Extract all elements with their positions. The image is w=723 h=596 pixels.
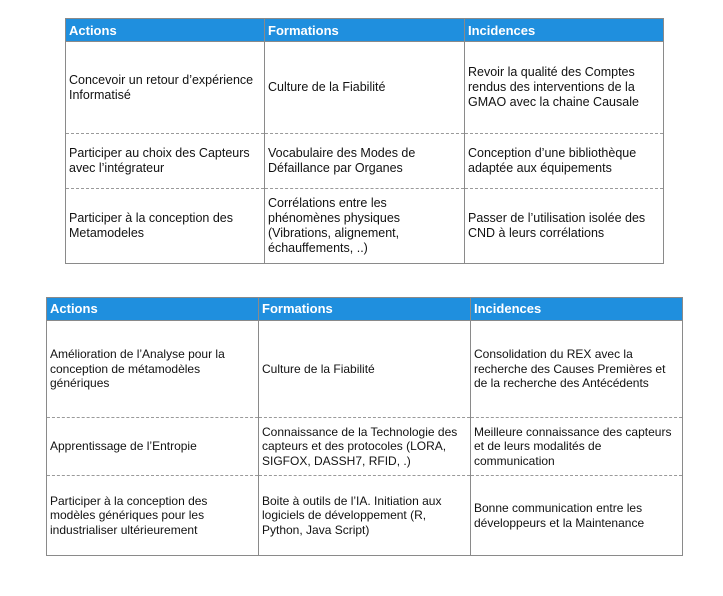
- header-incidences: Incidences: [471, 298, 683, 321]
- table-row: [47, 476, 683, 556]
- table-row: [66, 42, 664, 134]
- table-header-row: [66, 19, 664, 42]
- header-actions: Actions: [47, 298, 259, 321]
- cell-incidence: Revoir la qualité des Comptes rendus des interventions de la GMAO avec la chaine Causale: [465, 42, 664, 134]
- table-top: [65, 18, 664, 264]
- cell-incidence: Passer de l’utilisation isolée des CND à leurs corrélations: [465, 189, 664, 264]
- header-formations: Formations: [259, 298, 471, 321]
- header-actions: Actions: [66, 19, 265, 42]
- cell-action: Apprentissage de l’Entropie: [47, 418, 259, 476]
- table-row: [66, 134, 664, 189]
- cell-action: Participer au choix des Capteurs avec l’intégrateur: [66, 134, 265, 189]
- cell-formation: Vocabulaire des Modes de Défaillance par Organes: [265, 134, 465, 189]
- cell-incidence: Bonne communication entre les développeurs et la Maintenance: [471, 476, 683, 556]
- cell-formation: Culture de la Fiabilité: [265, 42, 465, 134]
- table-row: [66, 189, 664, 264]
- cell-action: Participer à la conception des Metamodeles: [66, 189, 265, 264]
- cell-formation: Boite à outils de l’IA. Initiation aux logiciels de développement (R, Python, Java Script): [259, 476, 471, 556]
- header-incidences: Incidences: [465, 19, 664, 42]
- cell-action: Concevoir un retour d’expérience Informatisé: [66, 42, 265, 134]
- table-row: [47, 321, 683, 418]
- cell-incidence: Meilleure connaissance des capteurs et de leurs modalités de communication: [471, 418, 683, 476]
- cell-formation: Connaissance de la Technologie des capteurs et des protocoles (LORA, SIGFOX, DASSH7, RFID, .): [259, 418, 471, 476]
- cell-action: Amélioration de l’Analyse pour la conception de métamodèles génériques: [47, 321, 259, 418]
- cell-action: Participer à la conception des modèles génériques pour les industrialiser ultérieurement: [47, 476, 259, 556]
- header-formations: Formations: [265, 19, 465, 42]
- cell-incidence: Conception d’une bibliothèque adaptée aux équipements: [465, 134, 664, 189]
- table-bottom: [46, 297, 683, 556]
- cell-formation: Corrélations entre les phénomènes physiques (Vibrations, alignement, échauffements, ..): [265, 189, 465, 264]
- table-row: [47, 418, 683, 476]
- cell-incidence: Consolidation du REX avec la recherche des Causes Premières et de la recherche des Antécédents: [471, 321, 683, 418]
- table-header-row: [47, 298, 683, 321]
- cell-formation: Culture de la Fiabilité: [259, 321, 471, 418]
